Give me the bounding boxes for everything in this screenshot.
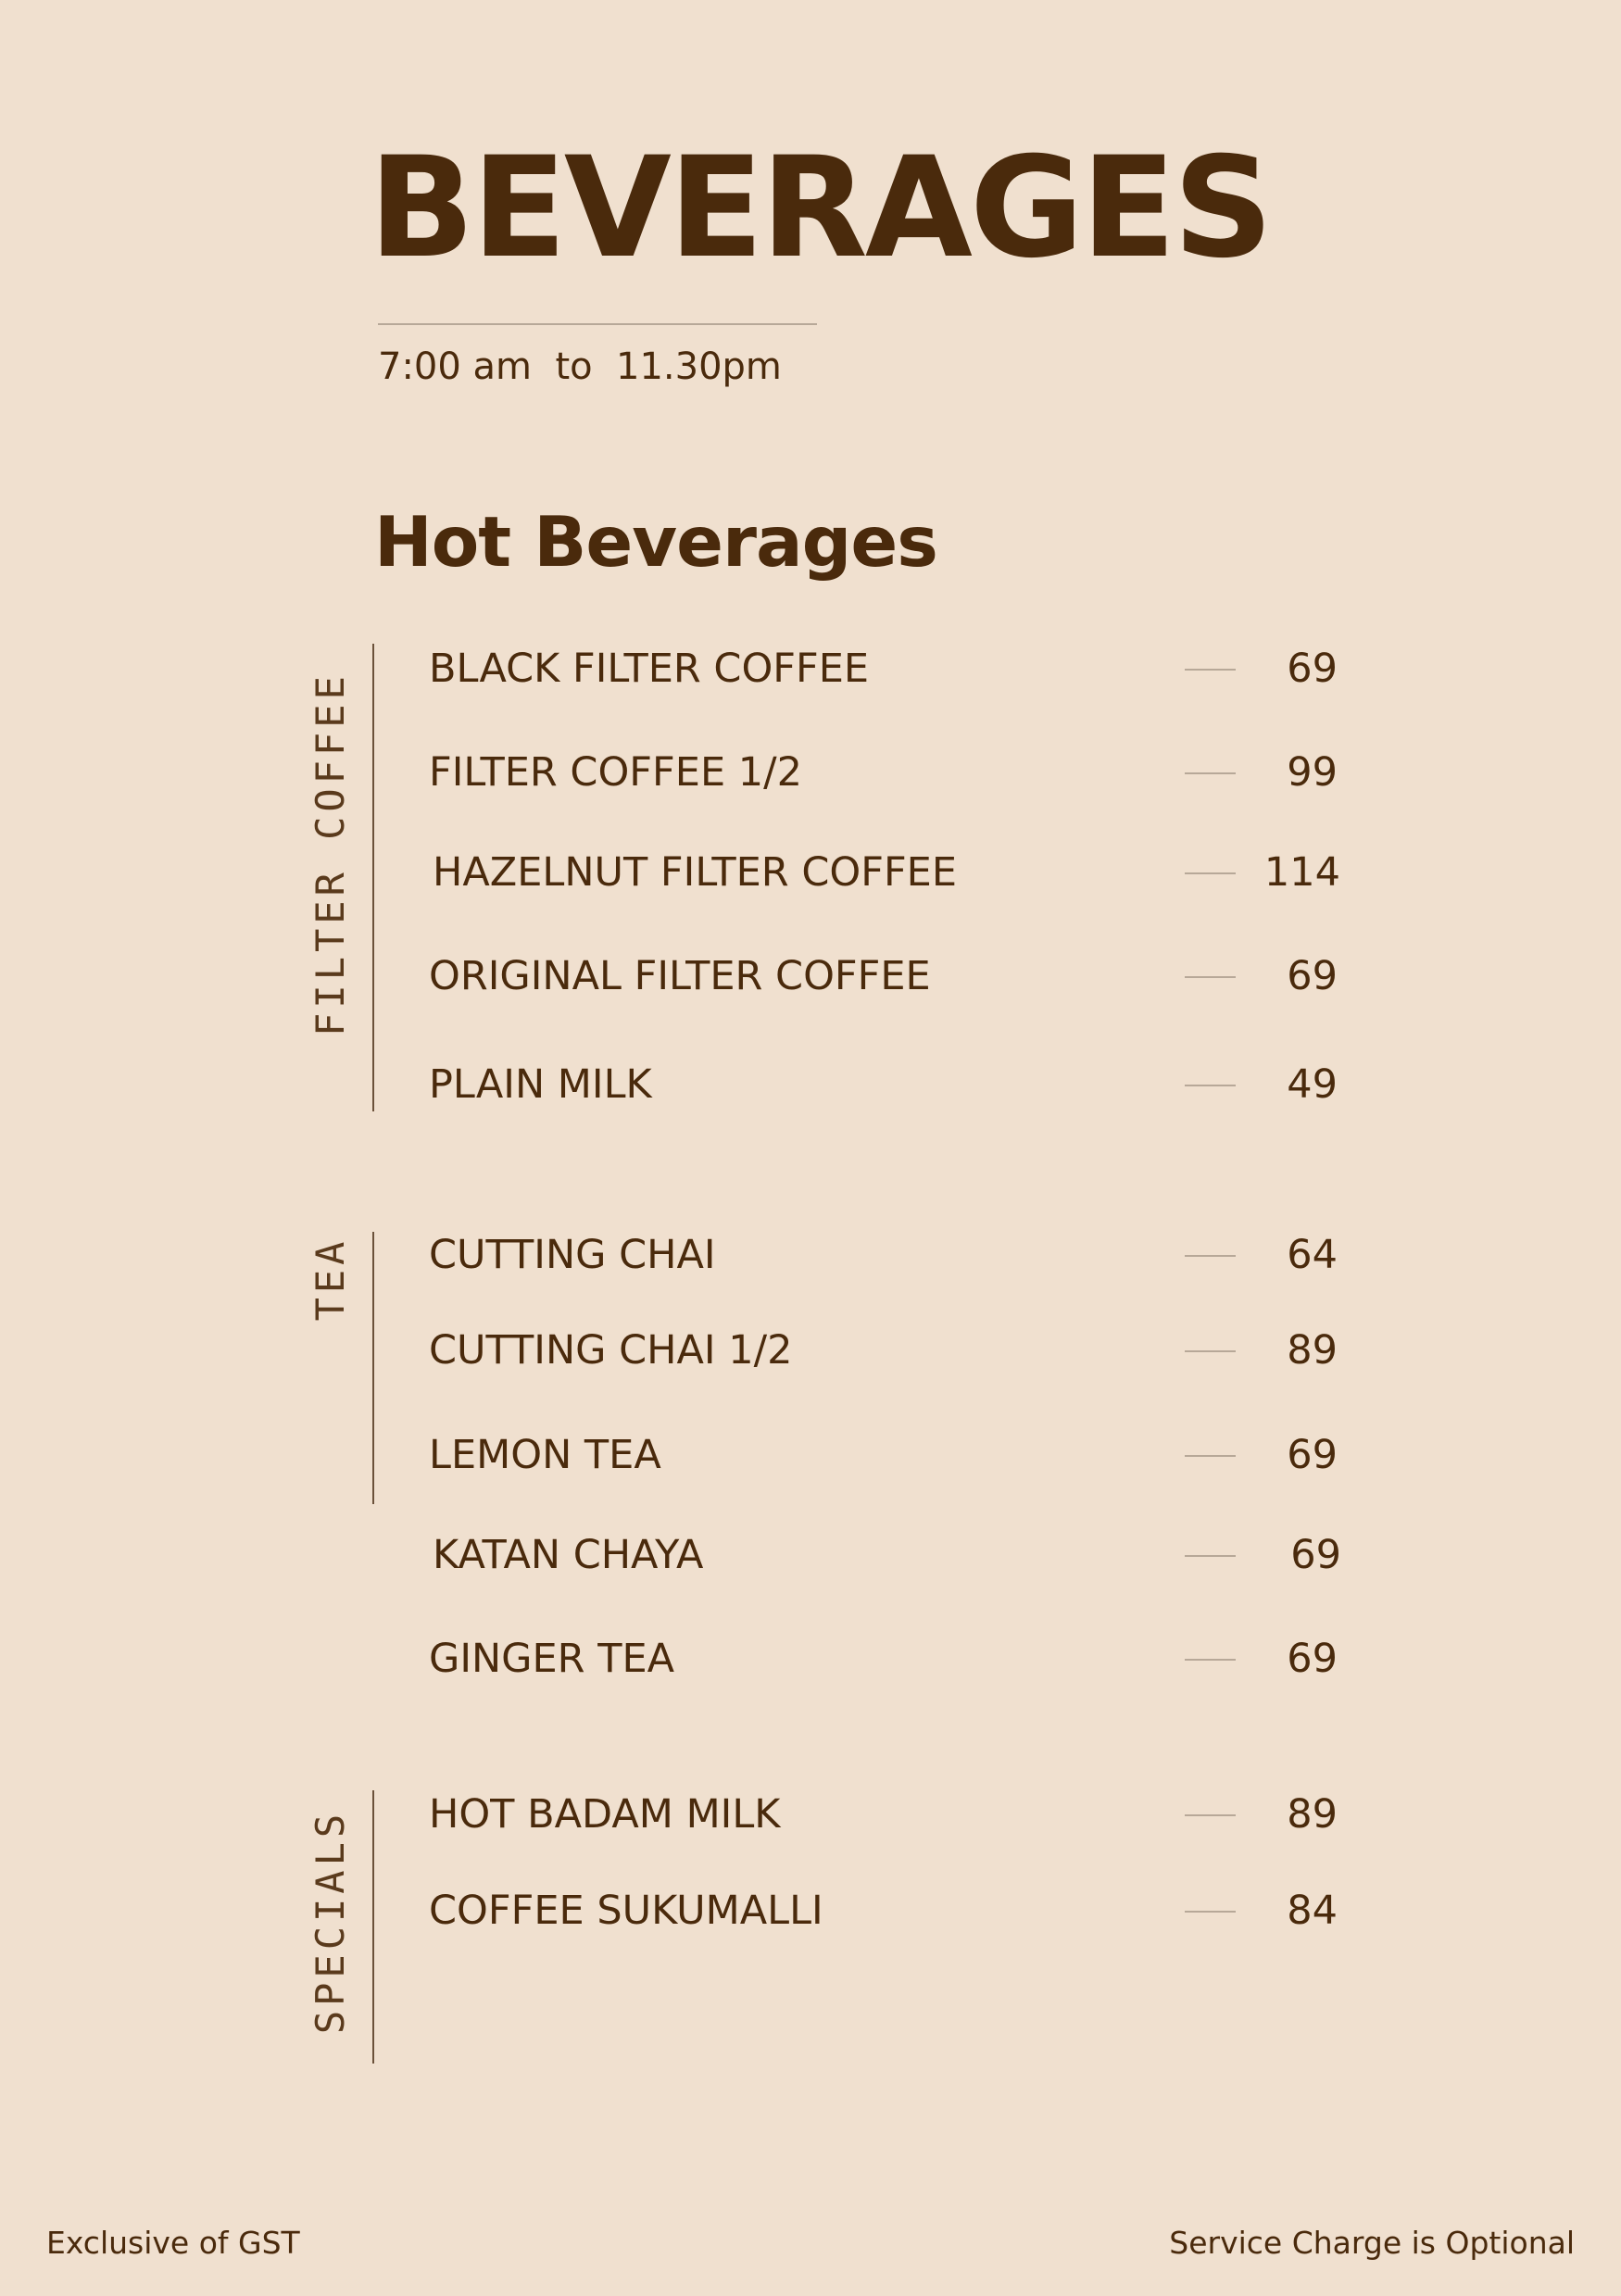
item-name: GINGER TEA: [429, 1636, 675, 1682]
item-price: 89: [1287, 1327, 1338, 1374]
item-price: 69: [1287, 1636, 1338, 1682]
menu-item: [0, 745, 1621, 800]
item-price: 89: [1287, 1791, 1338, 1838]
menu-item: [0, 1323, 1621, 1378]
menu-item: [0, 641, 1621, 696]
section-title: Hot Beverages: [374, 501, 937, 583]
opening-hours: 7:00 am to 11.30pm: [378, 345, 782, 388]
item-dash: [1185, 1255, 1236, 1257]
item-dash: [1185, 1350, 1236, 1352]
item-name: CUTTING CHAI 1/2: [429, 1327, 793, 1374]
menu-item: [0, 845, 1621, 900]
menu-item: [0, 948, 1621, 1004]
menu-item: [0, 1787, 1621, 1842]
item-price: 64: [1287, 1232, 1338, 1278]
item-name: FILTER COFFEE 1/2: [429, 749, 802, 796]
menu-item: [0, 1227, 1621, 1283]
item-price: 69: [1287, 1432, 1338, 1478]
group-label-specials: SPECIALS: [308, 1809, 353, 2035]
item-price: 69: [1290, 1532, 1341, 1578]
item-dash: [1185, 976, 1236, 978]
menu-item: [0, 1427, 1621, 1483]
group-label-filter-coffee: FILTER COFFEE: [308, 671, 353, 1036]
footer-gst-note: Exclusive of GST: [46, 2225, 300, 2261]
item-name: ORIGINAL FILTER COFFEE: [429, 953, 931, 999]
item-price: 69: [1287, 646, 1338, 692]
item-name: PLAIN MILK: [429, 1061, 652, 1108]
menu-item: [0, 1883, 1621, 1938]
group-label-tea: TEA: [308, 1236, 353, 1322]
item-price: 99: [1287, 749, 1338, 796]
item-dash: [1185, 872, 1236, 874]
item-dash: [1185, 1085, 1236, 1086]
item-name: BLACK FILTER COFFEE: [429, 646, 870, 692]
item-price: 69: [1287, 953, 1338, 999]
item-dash: [1185, 1555, 1236, 1557]
menu-item: [0, 1631, 1621, 1687]
page-title: BEVERAGES: [369, 128, 1271, 289]
item-price: 114: [1263, 849, 1340, 896]
item-dash: [1185, 1911, 1236, 1913]
item-name: LEMON TEA: [429, 1432, 661, 1478]
item-name: HOT BADAM MILK: [429, 1791, 781, 1838]
item-name: CUTTING CHAI: [429, 1232, 716, 1278]
menu-item: [0, 1527, 1621, 1583]
menu-item: [0, 1057, 1621, 1112]
item-name: COFFEE SUKUMALLI: [429, 1888, 823, 1934]
item-dash: [1185, 772, 1236, 774]
title-divider: [378, 323, 817, 325]
item-dash: [1185, 669, 1236, 671]
footer-service-charge-note: Service Charge is Optional: [1169, 2225, 1575, 2261]
item-name: KATAN CHAYA: [433, 1532, 704, 1578]
item-price: 84: [1287, 1888, 1338, 1934]
item-dash: [1185, 1659, 1236, 1661]
item-dash: [1185, 1814, 1236, 1816]
item-price: 49: [1287, 1061, 1338, 1108]
item-dash: [1185, 1455, 1236, 1457]
item-name: HAZELNUT FILTER COFFEE: [433, 849, 958, 896]
